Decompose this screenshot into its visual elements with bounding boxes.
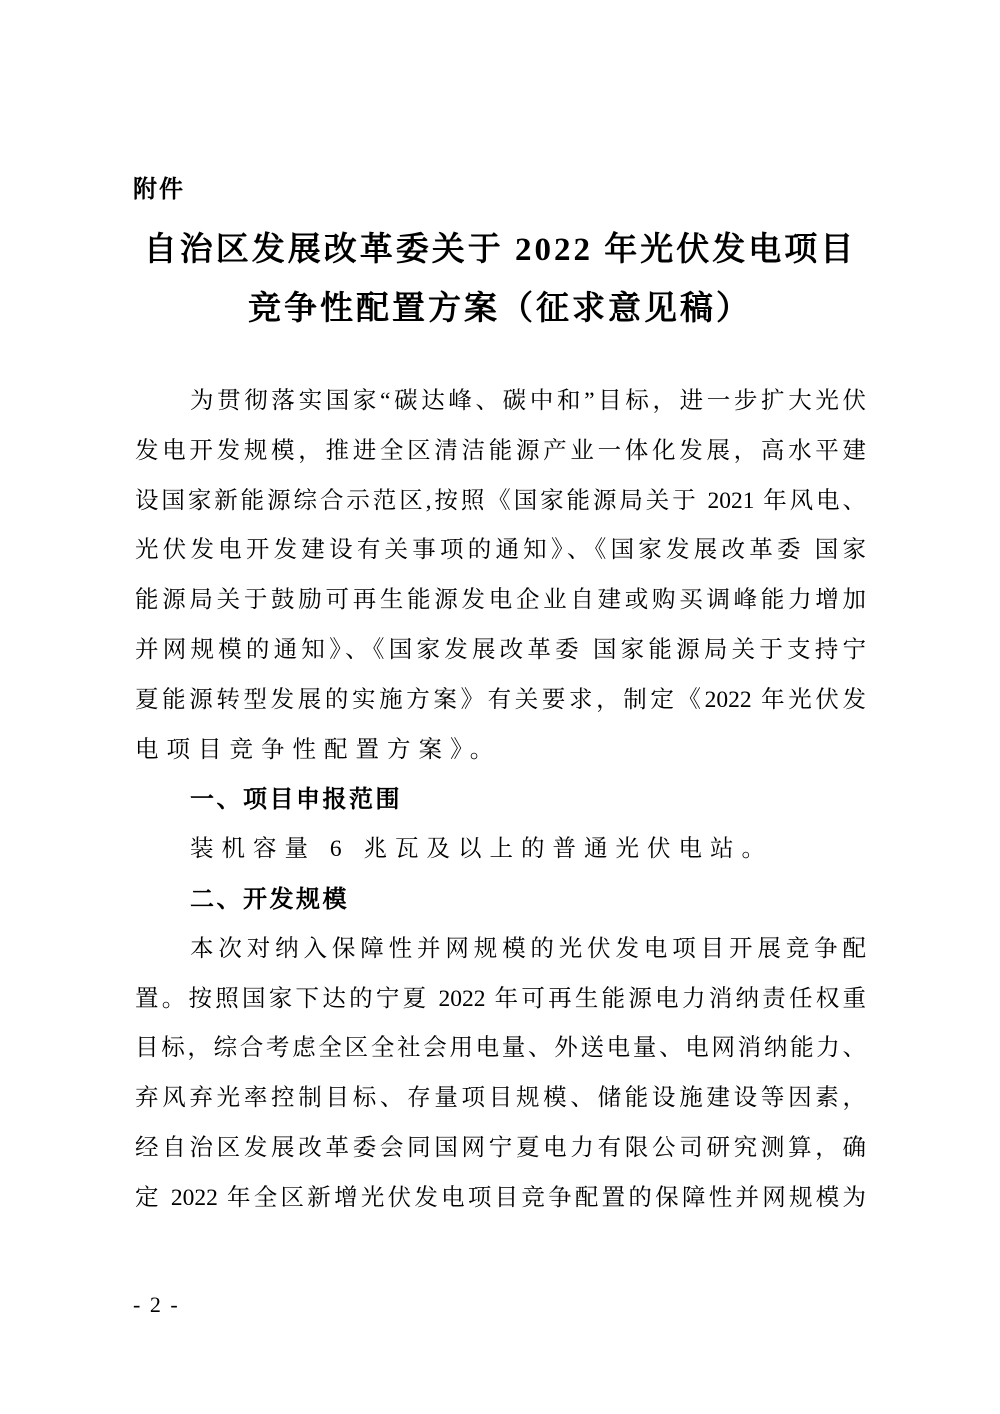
section-heading-1: 一、项目申报范围 xyxy=(190,786,402,814)
paragraph-2-line: 定 2022 年全区新增光伏发电项目竞争配置的保障性并网规模为 xyxy=(135,1184,866,1211)
title-line-2: 竞争性配置方案（征求意见稿） xyxy=(248,291,752,327)
title-line-1: 自治区发展改革委关于 2022 年光伏发电项目 xyxy=(143,232,857,268)
document-title xyxy=(75,221,925,339)
paragraph-1-line: 光伏发电开发建设有关事项的通知》、《国家发展改革委 国家 xyxy=(135,537,866,564)
document-body xyxy=(135,377,866,1224)
paragraph-1-line: 夏能源转型发展的实施方案》有关要求，制定《2022 年光伏发 xyxy=(135,686,866,713)
section-heading-2: 二、开发规模 xyxy=(190,885,349,913)
paragraph-2-line: 弃风弃光率控制目标、存量项目规模、储能设施建设等因素， xyxy=(135,1085,866,1112)
paragraph-1-line: 并网规模的通知》、《国家发展改革委 国家能源局关于支持宁 xyxy=(135,636,866,663)
paragraph-2-line: 本次对纳入保障性并网规模的光伏发电项目开展竞争配 xyxy=(190,935,866,962)
paragraph-1-line: 电项目竞争性配置方案》。 xyxy=(135,736,502,763)
attachment-label: 附件 xyxy=(133,176,185,203)
paragraph-1-line: 能源局关于鼓励可再生能源发电企业自建或购买调峰能力增加 xyxy=(135,587,866,614)
paragraph-2-line: 置。按照国家下达的宁夏 2022 年可再生能源电力消纳责任权重 xyxy=(135,985,866,1012)
paragraph-1-line: 为贯彻落实国家“碳达峰、碳中和”目标，进一步扩大光伏 xyxy=(190,388,866,414)
paragraph-1-line: 设国家新能源综合示范区,按照《国家能源局关于 2021 年风电、 xyxy=(135,487,866,514)
paragraph-1-line: 发电开发规模，推进全区清洁能源产业一体化发展，高水平建 xyxy=(135,437,866,464)
paragraph-2-line: 经自治区发展改革委会同国网宁夏电力有限公司研究测算，确 xyxy=(135,1134,866,1161)
section-1-body-line: 装机容量 6 兆瓦及以上的普通光伏电站。 xyxy=(190,836,773,863)
page-number: - 2 - xyxy=(133,1292,180,1317)
paragraph-2-line: 目标，综合考虑全区全社会用电量、外送电量、电网消纳能力、 xyxy=(135,1035,866,1062)
